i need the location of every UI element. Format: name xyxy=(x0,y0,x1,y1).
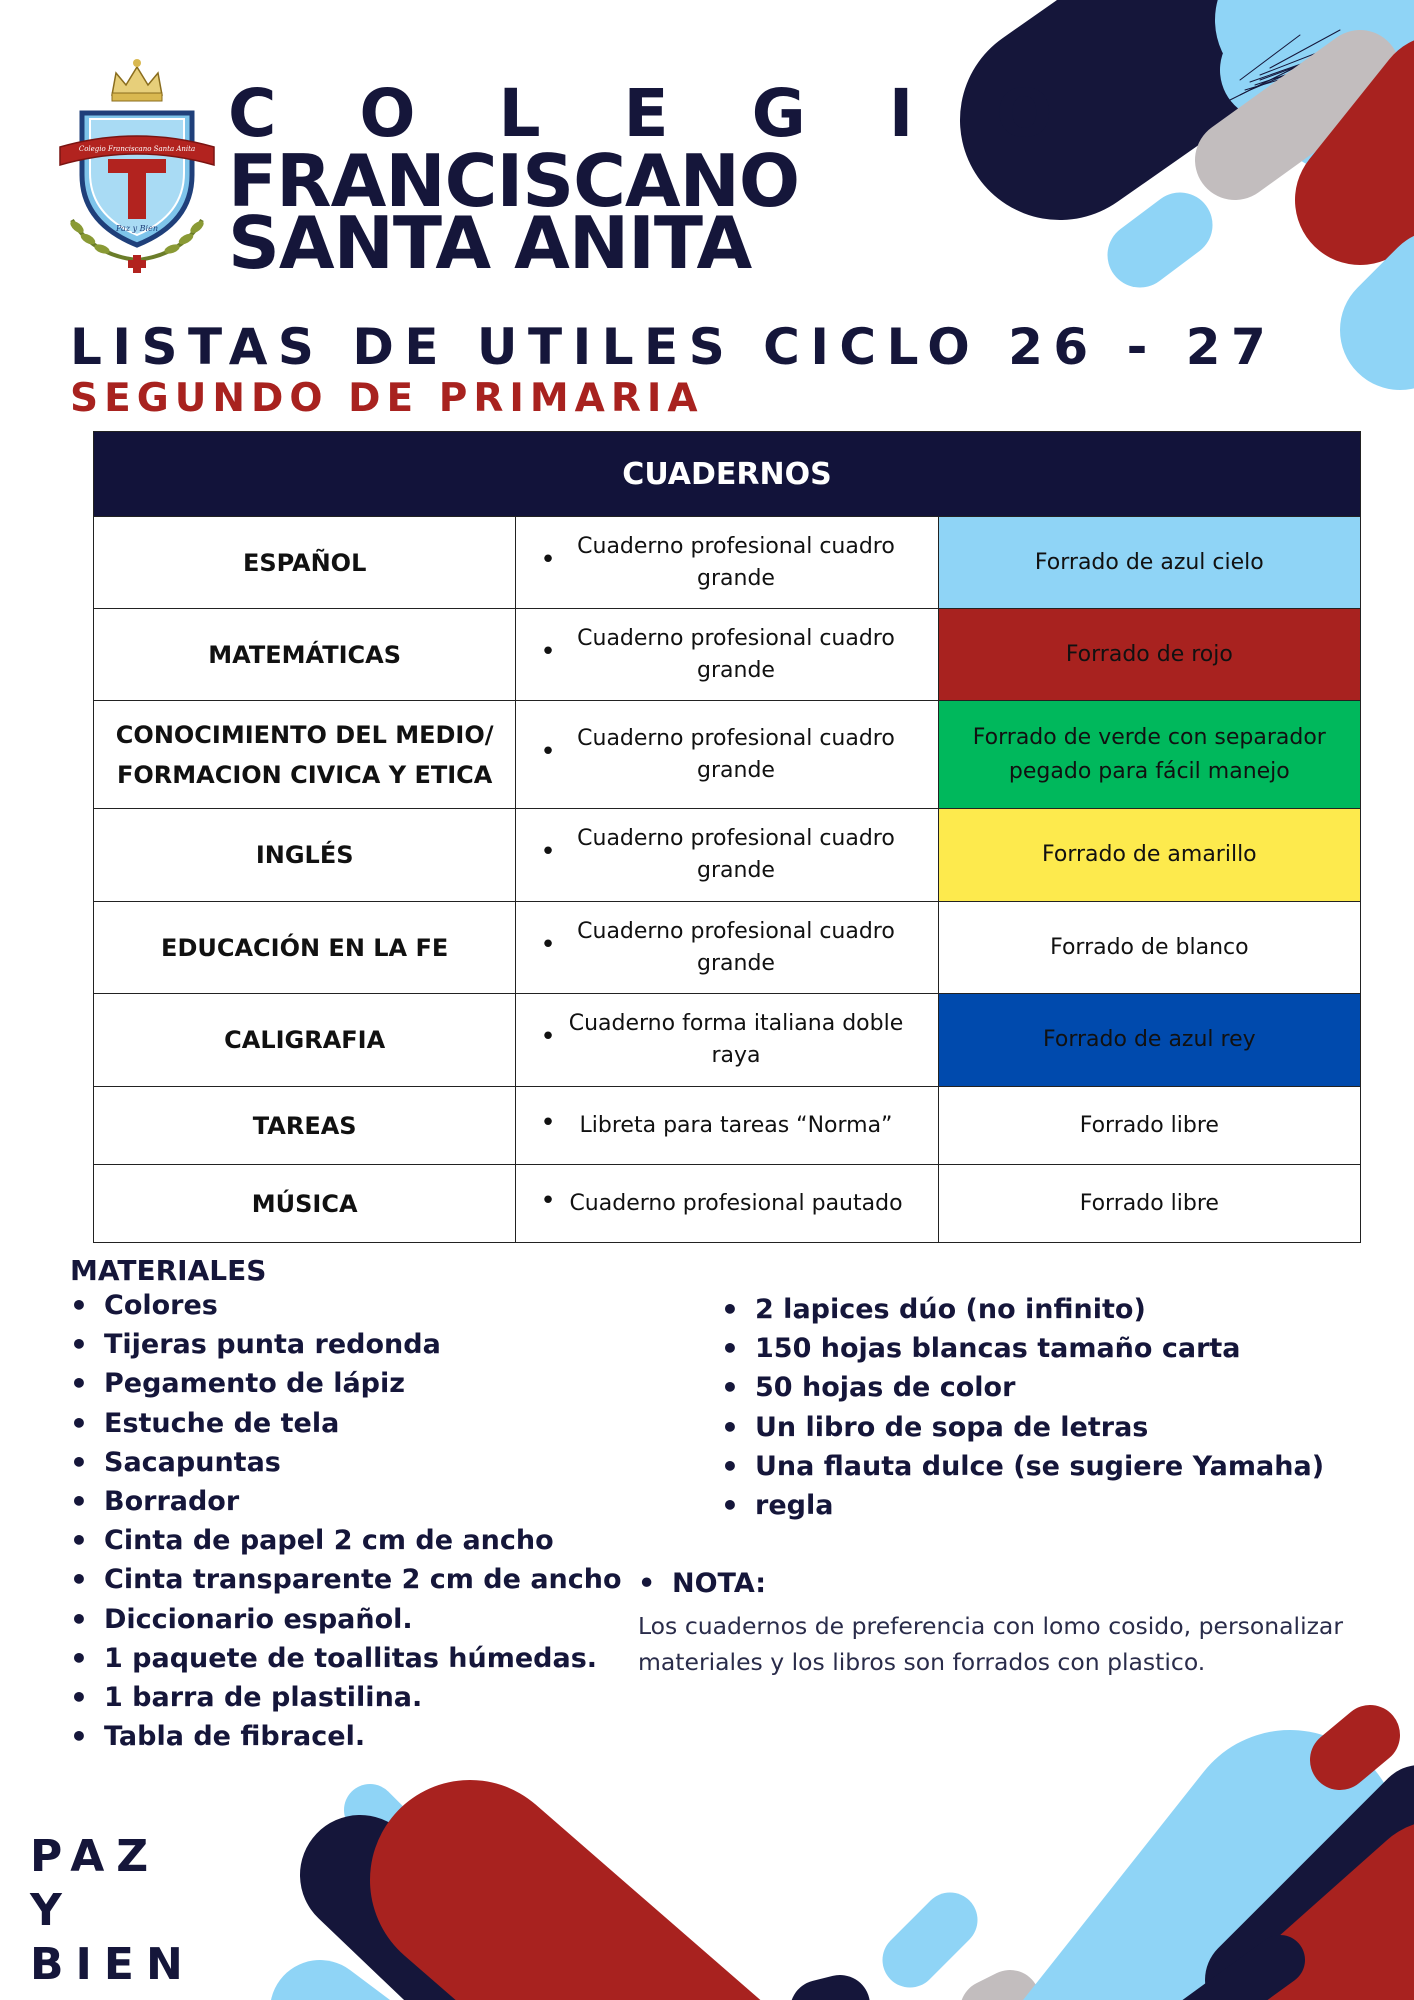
subject-cell: EDUCACIÓN EN LA FE xyxy=(94,902,516,994)
table-heading: CUADERNOS xyxy=(94,432,1361,517)
materials-list-right xyxy=(721,1290,1324,1525)
notebook-cell: • Cuaderno profesional cuadro grande xyxy=(516,701,938,809)
school-crest-logo xyxy=(52,55,222,275)
cover-cell: Forrado de rojo xyxy=(938,609,1360,701)
svg-text:Paz y Bien: Paz y Bien xyxy=(116,224,158,233)
list-item: • 1 barra de plastilina. xyxy=(70,1678,622,1717)
grade-subtitle: SEGUNDO DE PRIMARIA xyxy=(70,376,704,421)
notebook-cell: • Cuaderno profesional cuadro grande xyxy=(516,517,938,609)
list-item: • Tabla de fibracel. xyxy=(70,1717,622,1756)
list-item: • Colores xyxy=(70,1286,622,1325)
subject-cell: CONOCIMIENTO DEL MEDIO/ FORMACION CIVICA Y ETICA xyxy=(94,701,516,809)
table-row xyxy=(94,609,1361,701)
motto-line3: BIEN xyxy=(30,1939,195,1990)
page-title: LISTAS DE UTILES CICLO 26 - 27 xyxy=(70,318,1277,376)
cover-cell: Forrado de verde con separador pegado para fácil manejo xyxy=(938,701,1360,809)
list-item: • Un libro de sopa de letras xyxy=(721,1408,1324,1447)
list-item: • Tijeras punta redonda xyxy=(70,1325,622,1364)
motto-footer xyxy=(30,1830,195,1992)
list-item: • 150 hojas blancas tamaño carta xyxy=(721,1329,1324,1368)
materials-list-left xyxy=(70,1286,622,1756)
crown-icon xyxy=(112,59,162,101)
school-name xyxy=(228,75,1083,285)
list-item: • Borrador xyxy=(70,1482,622,1521)
subject-cell: TAREAS xyxy=(94,1087,516,1165)
table-row xyxy=(94,809,1361,902)
list-item: • Diccionario español. xyxy=(70,1600,622,1639)
notebook-cell: • Cuaderno profesional cuadro grande xyxy=(516,902,938,994)
list-item: • regla xyxy=(721,1486,1324,1525)
cover-cell: Forrado de blanco xyxy=(938,902,1360,994)
table-row xyxy=(94,902,1361,994)
subject-cell: ESPAÑOL xyxy=(94,517,516,609)
school-name-line2: FRANCISCANO xyxy=(228,139,800,223)
notebook-cell: • Cuaderno profesional cuadro grande xyxy=(516,809,938,902)
note-text: Los cuadernos de preferencia con lomo cosido, personalizar materiales y los libros son forrados con plastico. xyxy=(638,1612,1343,1676)
school-name-line1: C O L E G I O xyxy=(228,75,1083,152)
list-item: • 50 hojas de color xyxy=(721,1368,1324,1407)
list-item: • Una flauta dulce (se sugiere Yamaha) xyxy=(721,1447,1324,1486)
notebook-cell: • Libreta para tareas “Norma” xyxy=(516,1087,938,1165)
list-item: • 2 lapices dúo (no infinito) xyxy=(721,1290,1324,1329)
subject-cell: CALIGRAFIA xyxy=(94,994,516,1087)
notebook-cell: • Cuaderno profesional pautado xyxy=(516,1165,938,1243)
subject-cell: INGLÉS xyxy=(94,809,516,902)
table-row xyxy=(94,701,1361,809)
materials-heading: MATERIALES xyxy=(70,1254,267,1287)
notebooks-table xyxy=(93,431,1361,1243)
motto-line2: Y xyxy=(30,1885,74,1936)
table-row xyxy=(94,1165,1361,1243)
cover-cell: Forrado libre xyxy=(938,1087,1360,1165)
subject-cell: MÚSICA xyxy=(94,1165,516,1243)
cover-cell: Forrado de amarillo xyxy=(938,809,1360,902)
cover-cell: Forrado libre xyxy=(938,1165,1360,1243)
table-row xyxy=(94,1087,1361,1165)
list-item: • 1 paquete de toallitas húmedas. xyxy=(70,1639,622,1678)
motto-line1: PAZ xyxy=(30,1831,161,1882)
note-heading: • NOTA: xyxy=(638,1568,766,1599)
table-row xyxy=(94,994,1361,1087)
school-name-line3: SANTA ANITA xyxy=(228,201,752,285)
table-row xyxy=(94,517,1361,609)
notebook-cell: • Cuaderno profesional cuadro grande xyxy=(516,609,938,701)
list-item: • Sacapuntas xyxy=(70,1443,622,1482)
cover-cell: Forrado de azul cielo xyxy=(938,517,1360,609)
svg-text:Colegio Franciscano Santa Anit: Colegio Franciscano Santa Anita xyxy=(78,145,196,153)
list-item: • Cinta transparente 2 cm de ancho xyxy=(70,1560,622,1599)
notebook-cell: • Cuaderno forma italiana doble raya xyxy=(516,994,938,1087)
cover-cell: Forrado de azul rey xyxy=(938,994,1360,1087)
list-item: • Cinta de papel 2 cm de ancho xyxy=(70,1521,622,1560)
list-item: • Pegamento de lápiz xyxy=(70,1364,622,1403)
list-item: • Estuche de tela xyxy=(70,1404,622,1443)
subject-cell: MATEMÁTICAS xyxy=(94,609,516,701)
